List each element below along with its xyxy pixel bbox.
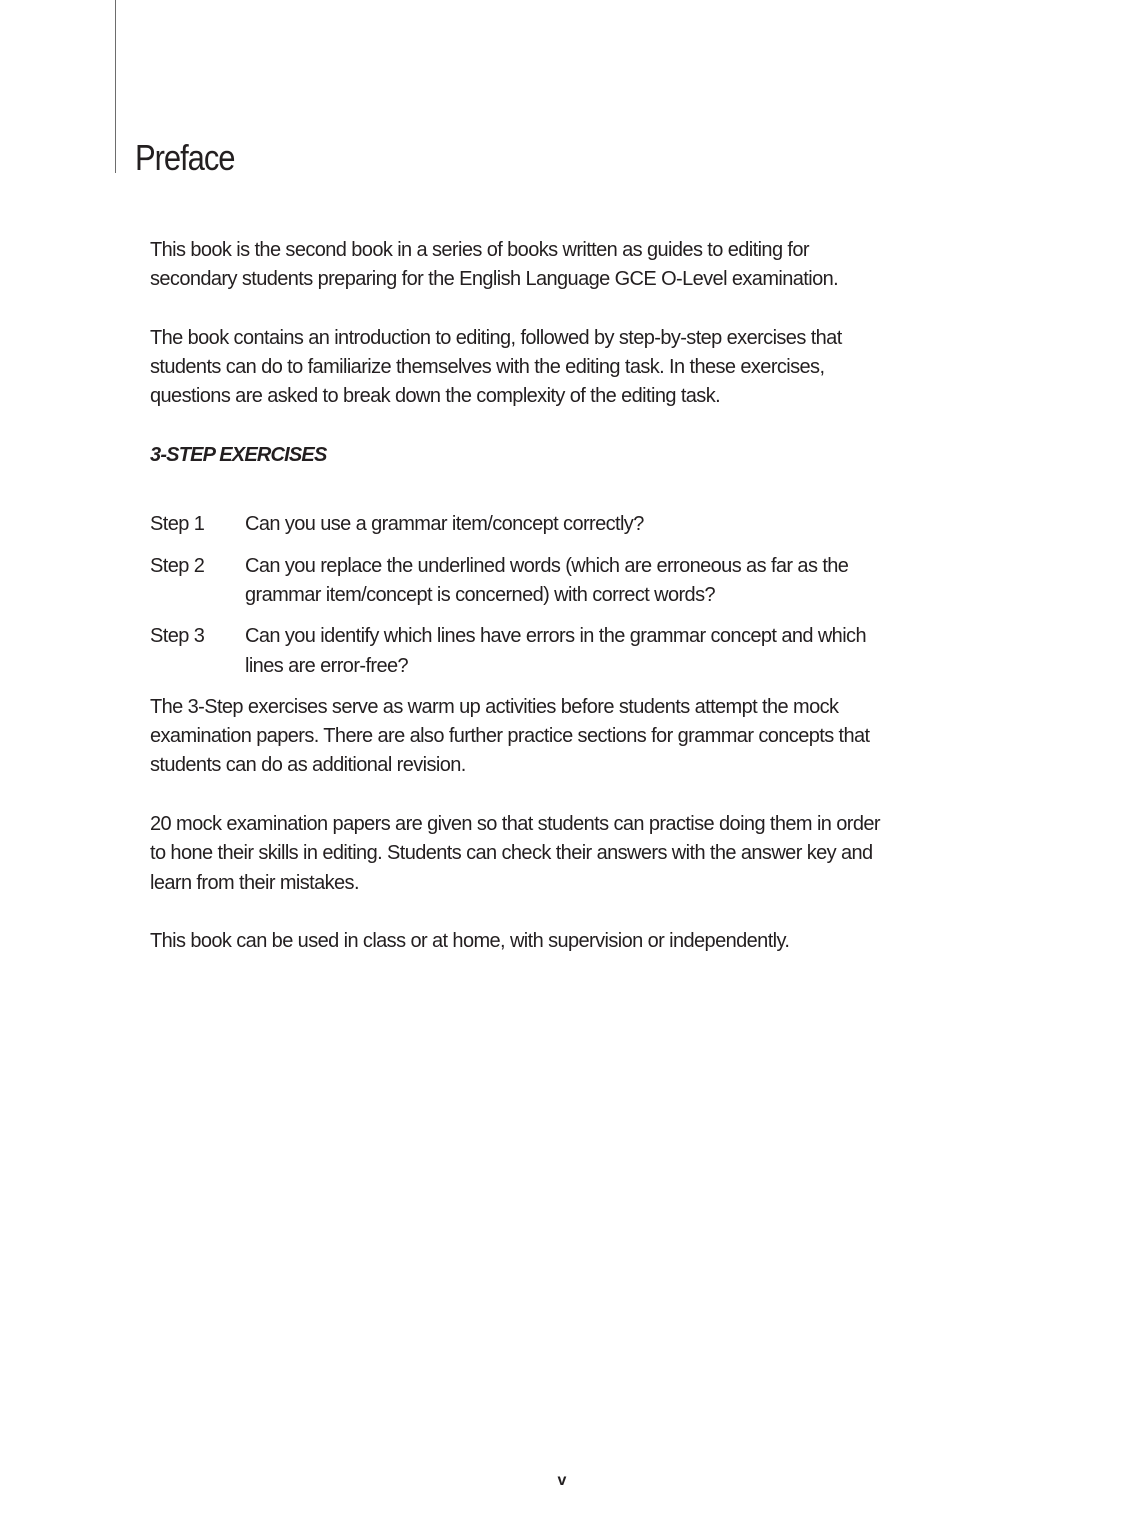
paragraph-text bbox=[150, 927, 1010, 956]
paragraph-outro-3 bbox=[150, 927, 1010, 956]
text-line: The 3-Step exercises serve as warm up activities before students attempt the mock bbox=[150, 695, 839, 718]
paragraph-outro-1 bbox=[150, 693, 1010, 781]
text-line: Can you use a grammar item/concept correctly? bbox=[245, 513, 644, 536]
text-line: students can do to familiarize themselves with the editing task. In these exercises, bbox=[150, 356, 825, 379]
section-heading: 3-STEP EXERCISES bbox=[150, 444, 327, 467]
step-text bbox=[245, 552, 1010, 611]
paragraph-text bbox=[150, 236, 1010, 295]
text-line: examination papers. There are also further practice sections for grammar concepts that bbox=[150, 725, 870, 748]
text-line: The book contains an introduction to editing, followed by step-by-step exercises that bbox=[150, 326, 842, 349]
page-title: Preface bbox=[135, 137, 235, 178]
text-line: questions are asked to break down the complexity of the editing task. bbox=[150, 385, 721, 408]
steps-list bbox=[150, 510, 1010, 680]
paragraph-text bbox=[150, 693, 1010, 781]
margin-rule bbox=[115, 0, 116, 173]
text-line: 20 mock examination papers are given so that students can practise doing them in order bbox=[150, 813, 880, 836]
text-line: This book is the second book in a series of books written as guides to editing for bbox=[150, 239, 809, 261]
page-number: v bbox=[557, 1472, 567, 1489]
text-line: to hone their skills in editing. Students can check their answers with the answer key and bbox=[150, 842, 873, 865]
step-label: Step 1 bbox=[150, 513, 205, 536]
step-item bbox=[150, 552, 1010, 611]
step-label: Step 2 bbox=[150, 554, 205, 577]
text-line: lines are error-free? bbox=[245, 654, 409, 677]
text-line: learn from their mistakes. bbox=[150, 871, 359, 894]
paragraph-text bbox=[150, 810, 1010, 898]
paragraph-intro-1 bbox=[150, 236, 1010, 295]
paragraph-text bbox=[150, 324, 1010, 412]
preface-body bbox=[150, 236, 1010, 986]
step-text bbox=[245, 622, 1010, 681]
text-line: Can you identify which lines have errors in the grammar concept and which bbox=[245, 625, 866, 648]
text-line: This book can be used in class or at home, with supervision or independently. bbox=[150, 930, 790, 953]
step-text bbox=[245, 510, 1010, 539]
paragraph-outro-2 bbox=[150, 810, 1010, 898]
step-label: Step 3 bbox=[150, 625, 205, 648]
text-line: Can you replace the underlined words (which are erroneous as far as the bbox=[245, 554, 849, 577]
text-line: grammar item/concept is concerned) with correct words? bbox=[245, 583, 716, 606]
step-item bbox=[150, 510, 1010, 539]
text-line: secondary students preparing for the English Language GCE O-Level examination. bbox=[150, 268, 839, 291]
text-line: students can do as additional revision. bbox=[150, 754, 466, 777]
paragraph-intro-2 bbox=[150, 324, 1010, 412]
step-item bbox=[150, 622, 1010, 681]
